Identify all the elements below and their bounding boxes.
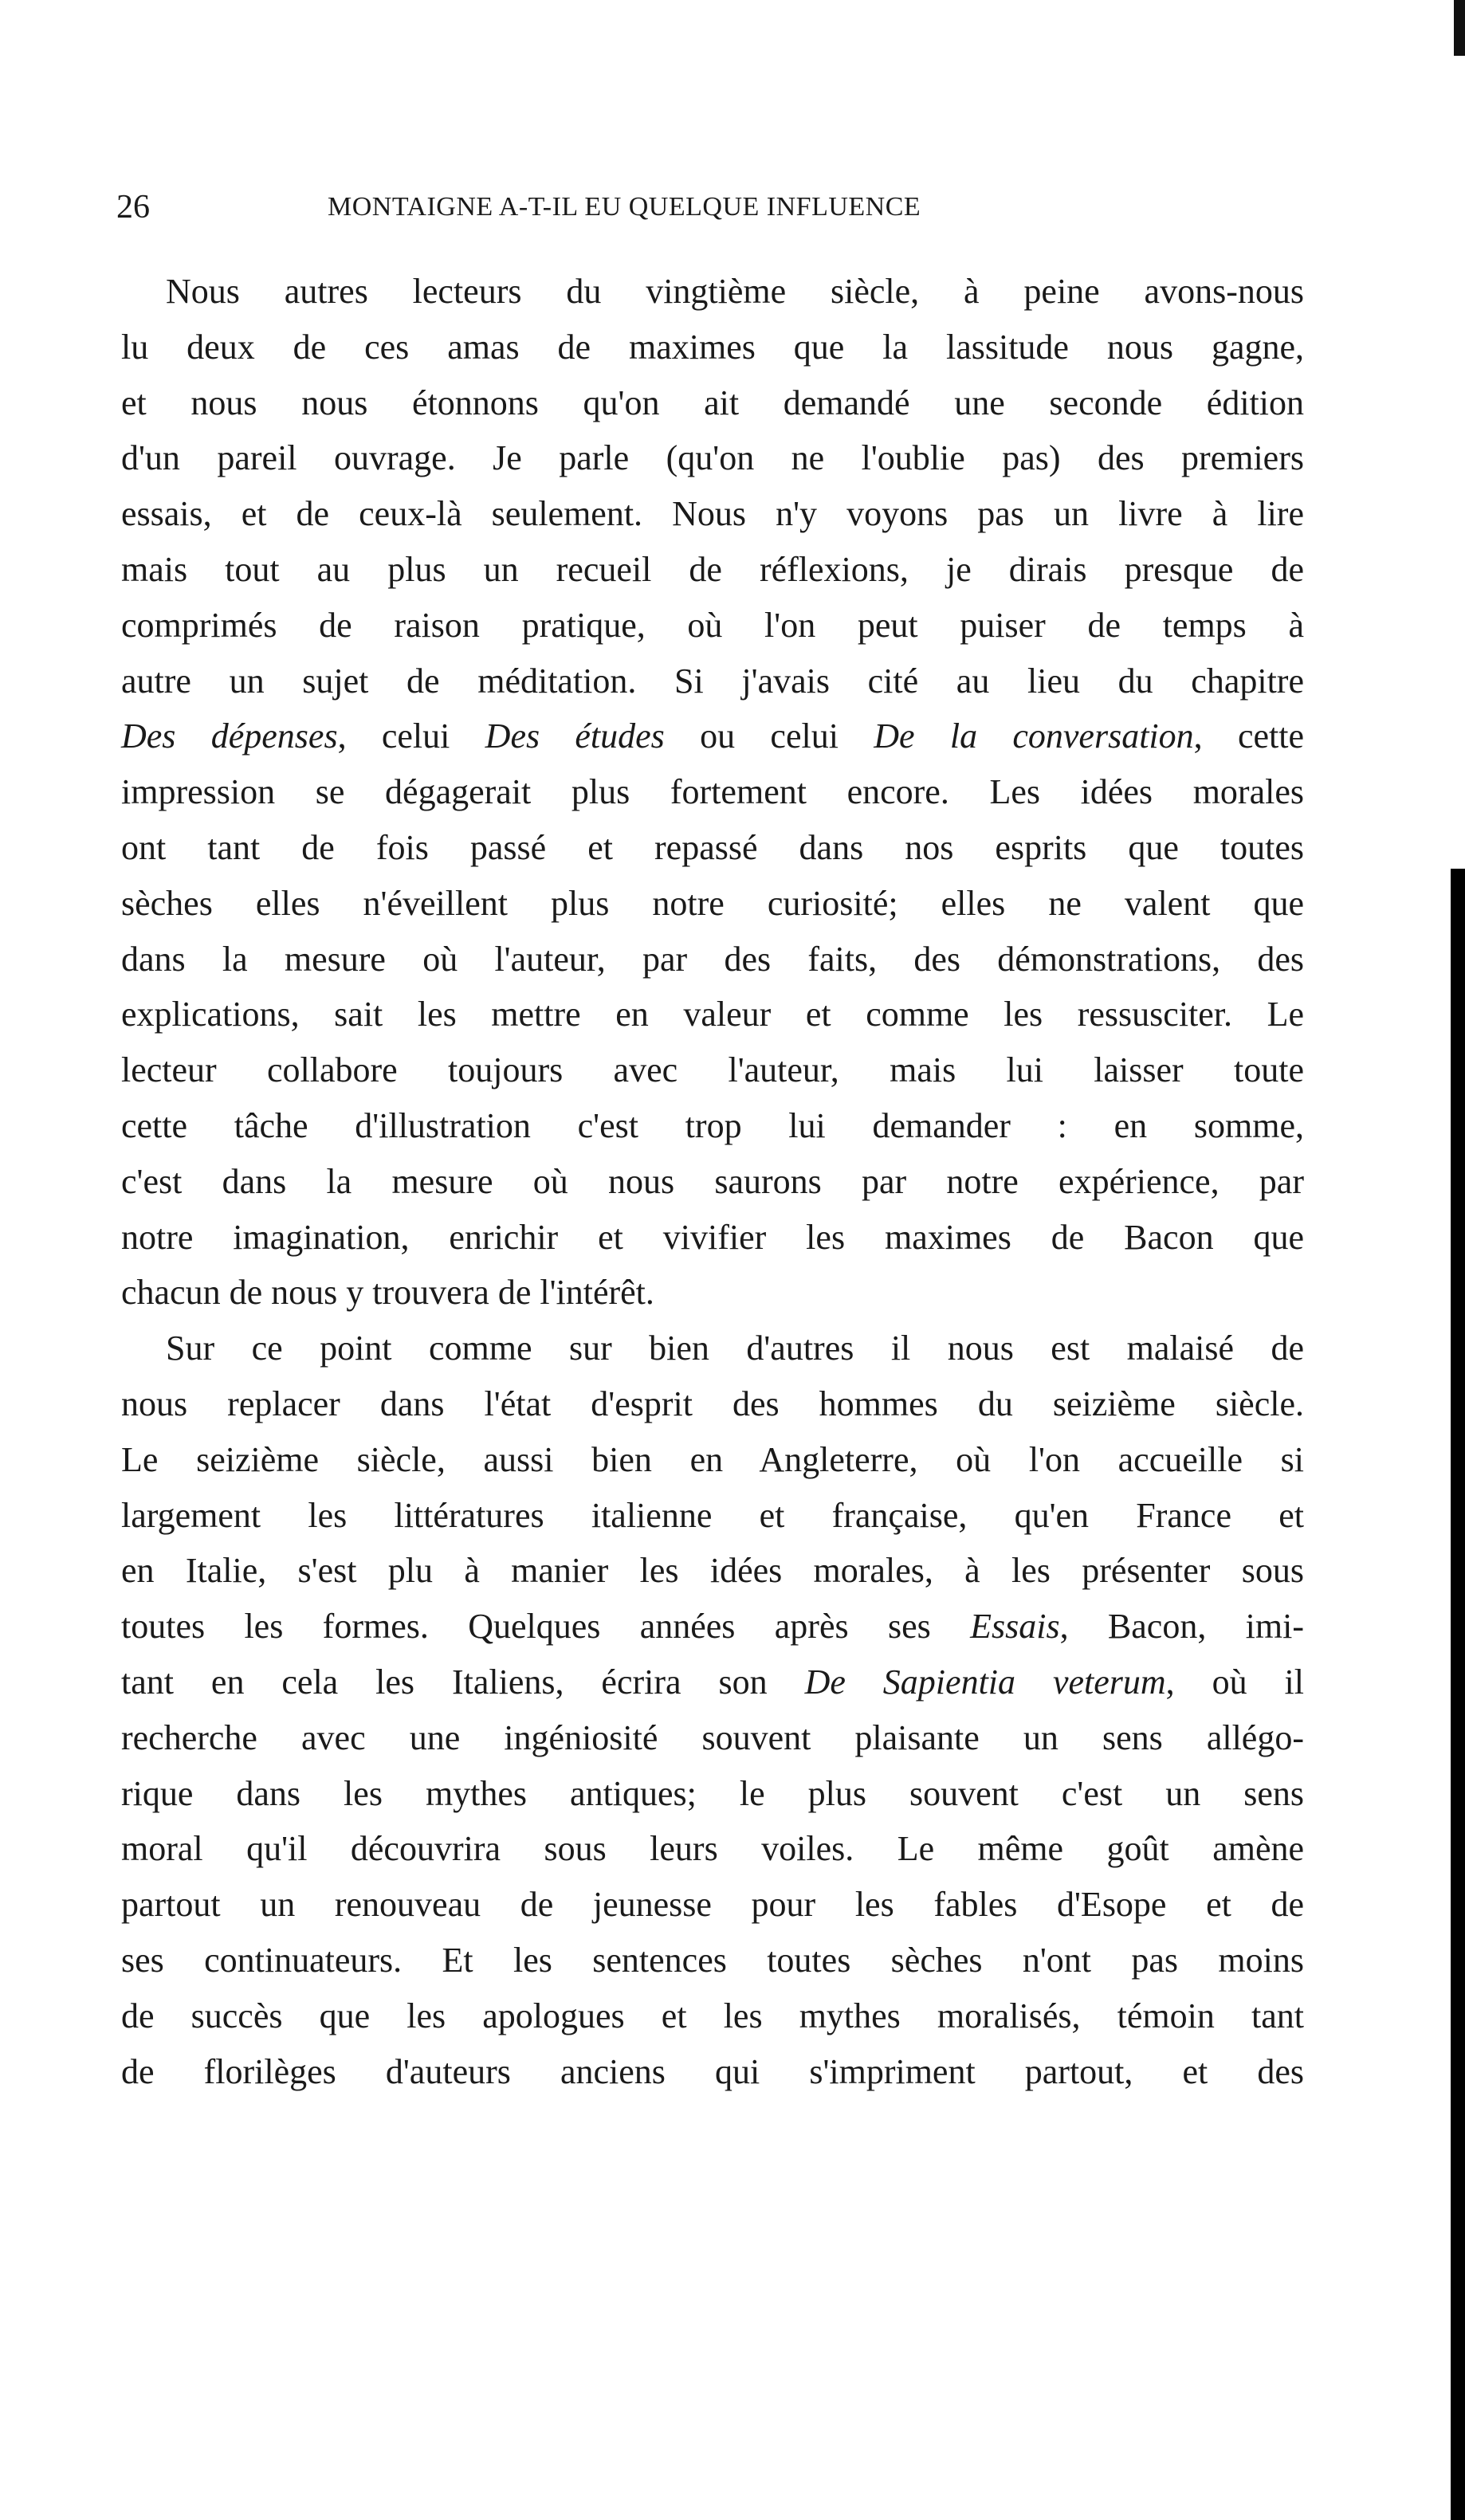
page-header xyxy=(116,185,1360,230)
text-segment: nous replacer dans l'état d'esprit des hommes du seizième siècle. xyxy=(121,1384,1304,1423)
text-segment: ses continuateurs. Et les sentences toutes sèches n'ont pas moins xyxy=(121,1940,1304,1980)
text-line xyxy=(121,2044,1304,2100)
text-segment: en Italie, s'est plu à manier les idées morales, à les présenter sous xyxy=(121,1551,1304,1591)
text-line xyxy=(121,709,1304,764)
scan-edge-shadow xyxy=(1451,869,1465,2520)
text-segment: cette tâche d'illustration c'est trop lui demander : en somme, xyxy=(121,1105,1304,1145)
text-line xyxy=(121,1877,1304,1933)
text-line xyxy=(121,486,1304,542)
text-segment: de florilèges d'auteurs anciens qui s'impriment partout, et des xyxy=(121,2051,1304,2091)
text-line xyxy=(121,598,1304,654)
text-segment: impression se dégagerait plus fortement encore. Les idées morales xyxy=(121,772,1304,812)
text-segment: tant en cela les Italiens, écrira son xyxy=(121,1662,805,1702)
text-segment: lu deux de ces amas de maximes que la lassitude nous gagne, xyxy=(121,327,1304,367)
text-line xyxy=(121,654,1304,709)
text-segment: notre imagination, enrichir et vivifier les maximes de Bacon que xyxy=(121,1217,1304,1257)
text-line xyxy=(121,1821,1304,1877)
text-segment: explications, sait les mettre en valeur et comme les ressusciter. Le xyxy=(121,995,1304,1034)
text-line xyxy=(121,1210,1304,1266)
body-text xyxy=(121,264,1304,2099)
text-segment: rique dans les mythes antiques; le plus souvent c'est un sens xyxy=(121,1773,1304,1813)
text-segment: Le seizième siècle, aussi bien en Angleterre, où l'on accueille si xyxy=(121,1439,1304,1479)
text-line xyxy=(121,1154,1304,1210)
text-segment: , Bacon, imi- xyxy=(1059,1607,1305,1647)
text-segment: ont tant de fois passé et repassé dans nos esprits que toutes xyxy=(121,827,1304,867)
text-segment: toutes les formes. Quelques années après ses xyxy=(121,1607,971,1647)
text-segment: sèches elles n'éveillent plus notre curiosité; elles ne valent que xyxy=(121,883,1304,923)
text-segment: lecteur collabore toujours avec l'auteur, mais lui laisser toute xyxy=(121,1050,1304,1090)
text-segment: autre un sujet de méditation. Si j'avais cité au lieu du chapitre xyxy=(121,661,1304,701)
text-segment: chacun de nous y trouvera de l'intérêt. xyxy=(121,1273,654,1313)
page-number: 26 xyxy=(116,189,150,226)
text-segment: , celui xyxy=(337,716,485,756)
text-line xyxy=(121,876,1304,932)
text-segment: , où il xyxy=(1165,1662,1305,1702)
text-segment: mais tout au plus un recueil de réflexions, je dirais presque de xyxy=(121,549,1304,589)
text-segment: c'est dans la mesure où nous saurons par notre expérience, par xyxy=(121,1161,1304,1201)
text-line xyxy=(121,1042,1304,1098)
scan-edge-mark xyxy=(1454,0,1465,56)
paragraph-1 xyxy=(121,264,1304,1321)
text-line xyxy=(121,320,1304,375)
text-line xyxy=(121,1376,1304,1432)
text-line xyxy=(121,1710,1304,1766)
text-line xyxy=(121,1432,1304,1488)
text-line xyxy=(121,987,1304,1042)
text-line xyxy=(121,542,1304,598)
italic-title: Essais xyxy=(970,1607,1060,1647)
italic-title: Des dépenses xyxy=(121,716,338,756)
text-line xyxy=(121,1654,1304,1710)
text-segment: moral qu'il découvrira sous leurs voiles. Le même goût amène xyxy=(121,1829,1304,1869)
text-line xyxy=(121,1766,1304,1822)
text-segment: d'un pareil ouvrage. Je parle (qu'on ne l'oublie pas) des premiers xyxy=(121,438,1304,478)
paragraph-2 xyxy=(121,1321,1304,2099)
text-line xyxy=(121,1933,1304,1988)
text-line xyxy=(121,375,1304,431)
text-segment: Sur ce point comme sur bien d'autres il nous est malaisé de xyxy=(166,1329,1304,1368)
text-segment: essais, et de ceux-là seulement. Nous n'y voyons pas un livre à lire xyxy=(121,494,1304,534)
text-segment: de succès que les apologues et les mythes moralisés, témoin tant xyxy=(121,1996,1304,2035)
text-segment: partout un renouveau de jeunesse pour les fables d'Esope et de xyxy=(121,1885,1304,1925)
text-line xyxy=(121,264,1304,320)
text-segment: Nous autres lecteurs du vingtième siècle, à peine avons-nous xyxy=(166,272,1304,311)
text-segment: , cette xyxy=(1193,716,1304,756)
text-segment: dans la mesure où l'auteur, par des faits, des démonstrations, des xyxy=(121,939,1304,979)
running-title: MONTAIGNE A-T-IL EU QUELQUE INFLUENCE xyxy=(328,192,921,222)
text-line xyxy=(121,1321,1304,1376)
text-line xyxy=(121,430,1304,486)
italic-title: Des études xyxy=(485,716,665,756)
text-line xyxy=(121,1599,1304,1654)
text-line xyxy=(121,820,1304,876)
text-line xyxy=(121,1488,1304,1544)
text-line xyxy=(121,1098,1304,1154)
text-segment: et nous nous étonnons qu'on ait demandé une seconde édition xyxy=(121,383,1304,422)
text-segment: largement les littératures italienne et française, qu'en France et xyxy=(121,1495,1304,1535)
text-segment: comprimés de raison pratique, où l'on peut puiser de temps à xyxy=(121,605,1304,645)
text-segment: recherche avec une ingéniosité souvent plaisante un sens allégo- xyxy=(121,1717,1304,1757)
text-line xyxy=(121,764,1304,820)
text-line xyxy=(121,932,1304,987)
text-line xyxy=(121,1265,1304,1321)
text-line xyxy=(121,1543,1304,1599)
italic-title: De Sapientia veterum xyxy=(804,1662,1166,1702)
italic-title: De la conversation xyxy=(874,716,1194,756)
text-segment: ou celui xyxy=(664,716,874,756)
text-line xyxy=(121,1988,1304,2044)
